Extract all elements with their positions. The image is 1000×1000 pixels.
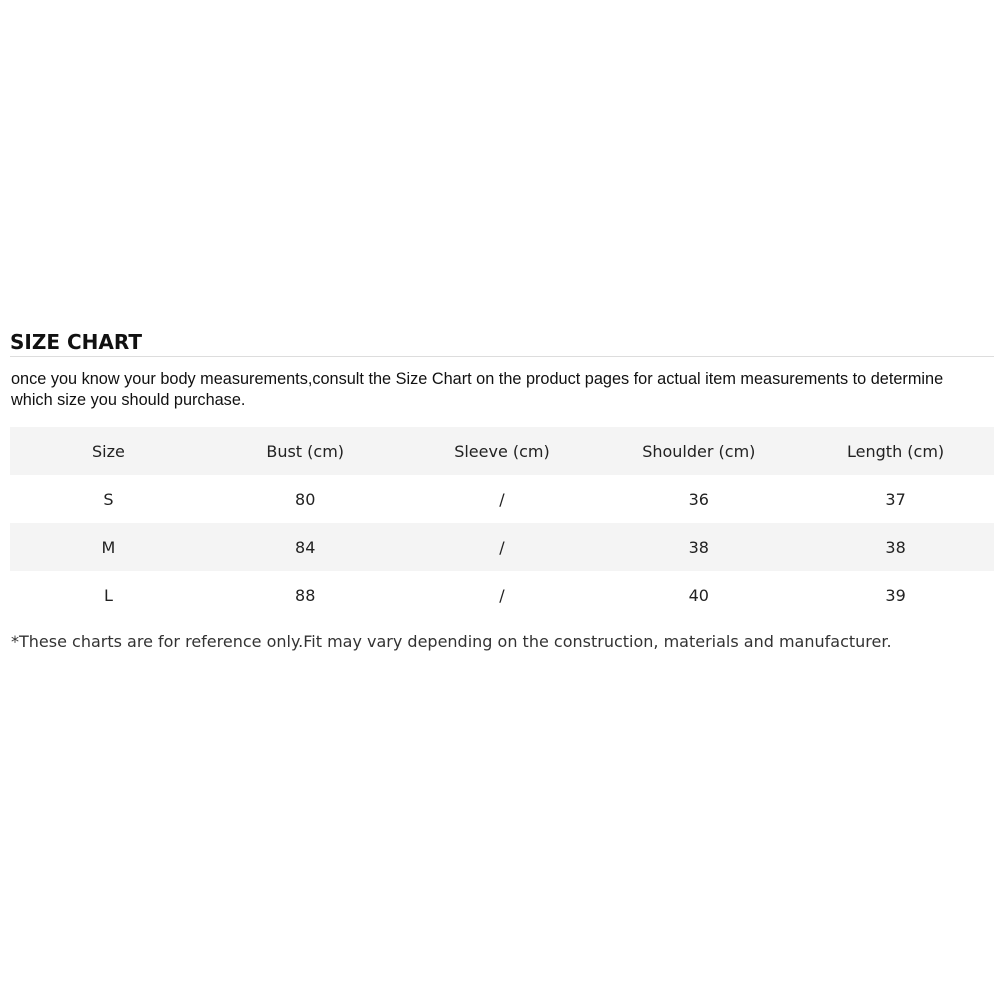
header-size: Size: [91, 441, 125, 461]
cell-bust: 84: [295, 537, 316, 557]
table-row: [10, 475, 994, 523]
header-shoulder: Shoulder (cm): [642, 441, 756, 461]
cell-size: S: [103, 489, 114, 509]
cell-length: 39: [885, 585, 906, 605]
cell-shoulder: 38: [688, 537, 709, 557]
table-row: [10, 571, 994, 619]
cell-sleeve: /: [499, 585, 505, 605]
size-table: [10, 427, 994, 619]
cell-length: 38: [885, 537, 906, 557]
size-chart-section: [10, 328, 994, 653]
cell-length: 37: [885, 489, 906, 509]
table-row: [10, 523, 994, 571]
header-length: Length (cm): [847, 441, 945, 461]
header-sleeve: Sleeve (cm): [454, 441, 550, 461]
footnote-text: *These charts are for reference only.Fit may vary depending on the construction, materials and manufacturer.: [11, 632, 892, 651]
cell-bust: 88: [295, 585, 316, 605]
cell-sleeve: /: [499, 489, 505, 509]
cell-shoulder: 36: [688, 489, 709, 509]
title-divider: [10, 356, 994, 357]
cell-size: M: [101, 537, 116, 557]
size-chart-title: SIZE CHART: [10, 330, 143, 354]
cell-shoulder: 40: [688, 585, 709, 605]
cell-size: L: [103, 585, 113, 605]
table-header-row: [10, 427, 994, 475]
cell-sleeve: /: [499, 537, 505, 557]
cell-bust: 80: [295, 489, 316, 509]
intro-text: once you know your body measurements,consult the Size Chart on the product pages for actual item measurements to determine which size you should purchase.: [11, 370, 944, 409]
header-bust: Bust (cm): [266, 441, 345, 461]
